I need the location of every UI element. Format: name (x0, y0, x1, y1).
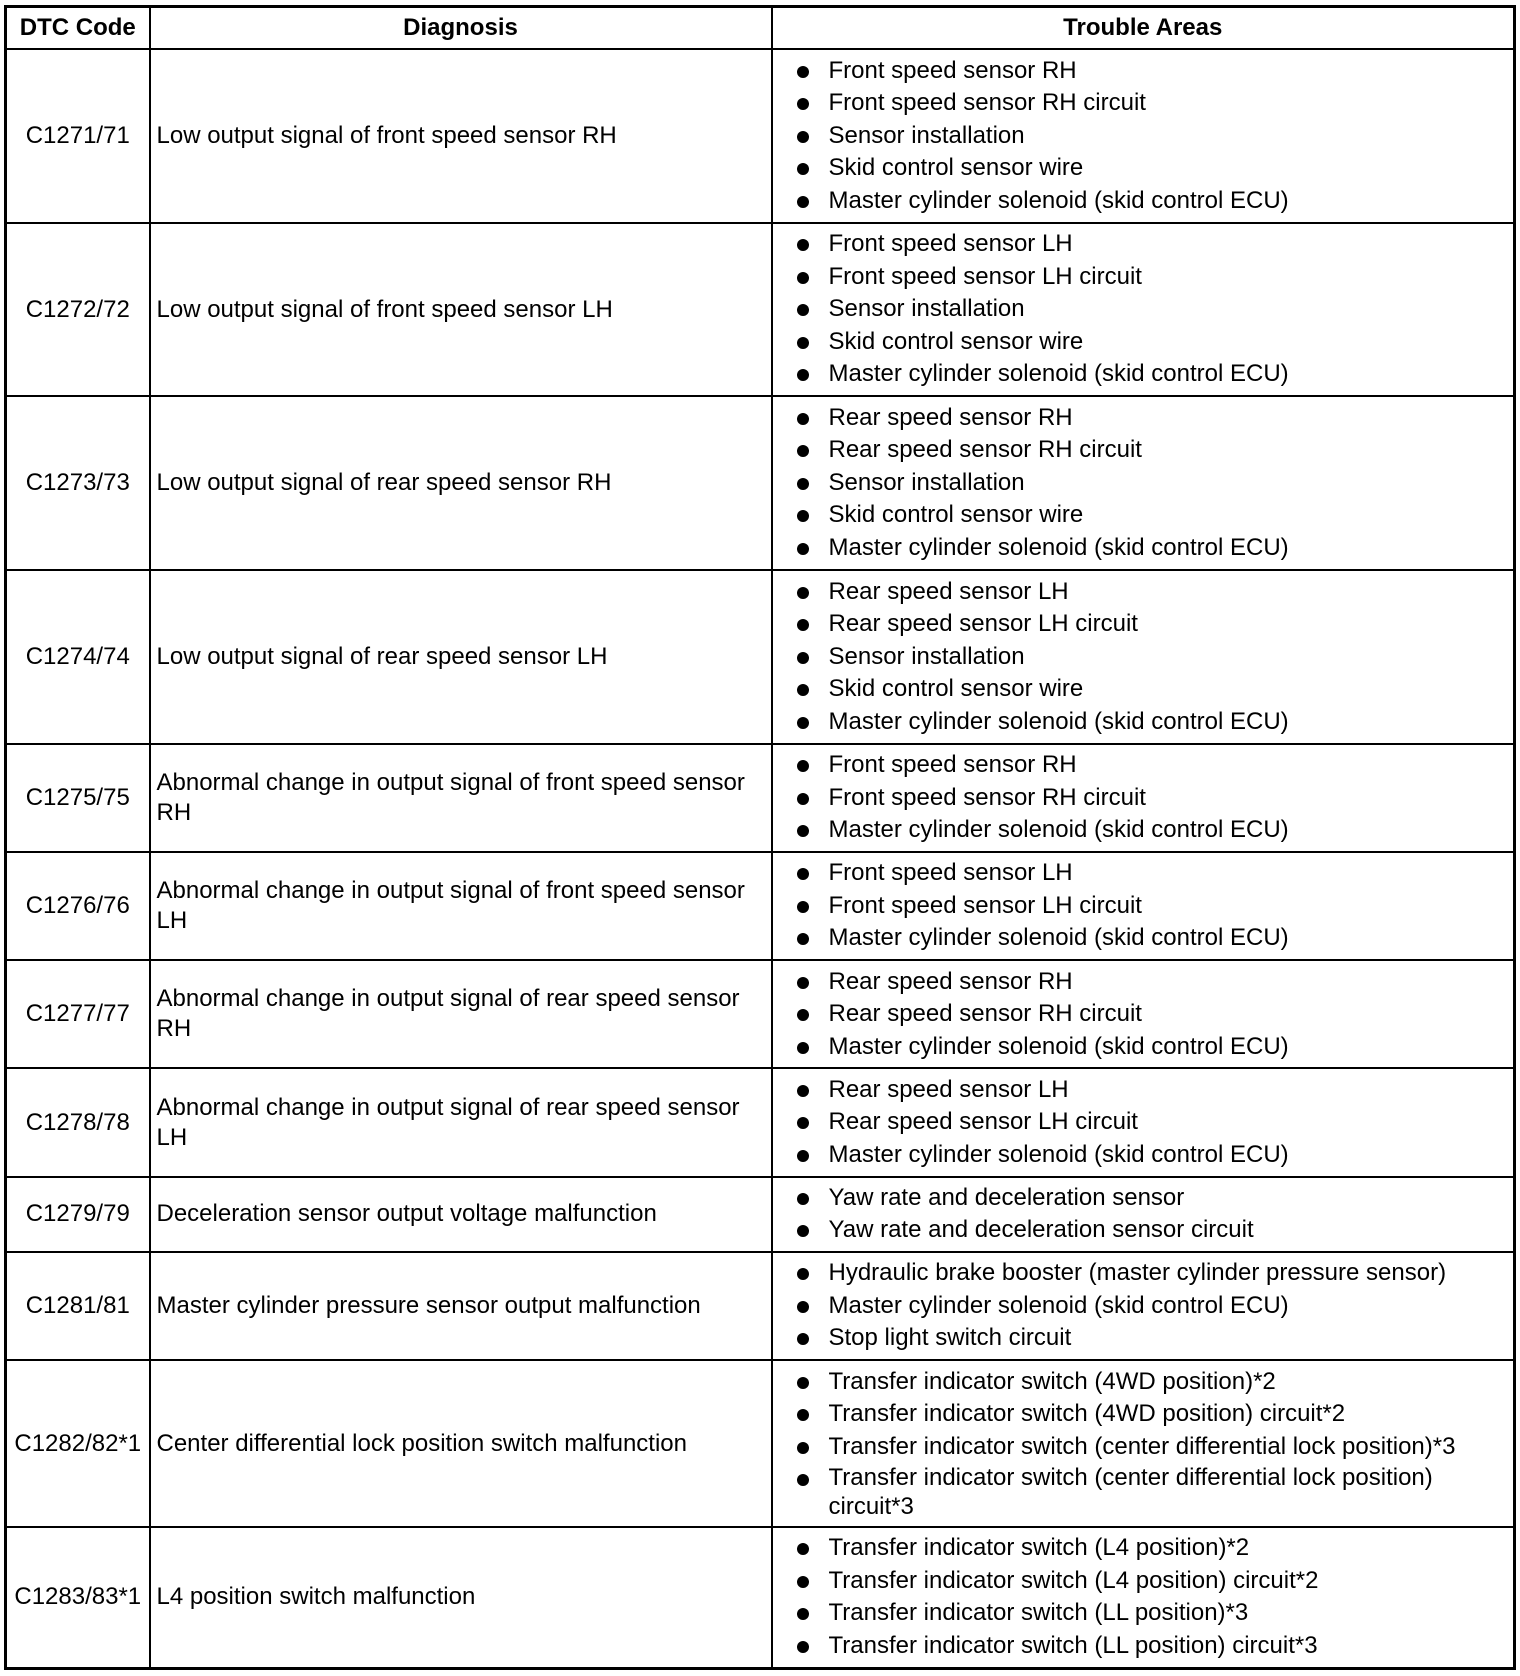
trouble-area-item: Sensor installation (797, 293, 1510, 326)
trouble-area-item: Transfer indicator switch (L4 position) circuit*2 (797, 1565, 1510, 1598)
trouble-areas-list (797, 1074, 1510, 1172)
trouble-areas-cell (772, 49, 1515, 223)
trouble-area-item: Master cylinder solenoid (skid control ECU) (797, 358, 1510, 391)
table-row (6, 223, 1515, 397)
dtc-code-cell: C1281/81 (6, 1252, 150, 1360)
trouble-area-item: Transfer indicator switch (4WD position)*2 (797, 1366, 1510, 1399)
trouble-areas-cell (772, 570, 1515, 744)
dtc-code-cell: C1282/82*1 (6, 1360, 150, 1527)
dtc-code-cell: C1277/77 (6, 960, 150, 1068)
diagnosis-cell: Center differential lock position switch malfunction (150, 1360, 772, 1527)
trouble-area-item: Hydraulic brake booster (master cylinder pressure sensor) (797, 1257, 1510, 1290)
trouble-area-item: Front speed sensor LH (797, 228, 1510, 261)
table-row (6, 1360, 1515, 1527)
trouble-area-item: Transfer indicator switch (4WD position) circuit*2 (797, 1398, 1510, 1431)
trouble-area-item: Skid control sensor wire (797, 152, 1510, 185)
trouble-area-item: Sensor installation (797, 120, 1510, 153)
dtc-code-cell: C1274/74 (6, 570, 150, 744)
table-row (6, 49, 1515, 223)
trouble-areas-list (797, 228, 1510, 391)
trouble-areas-cell (772, 1360, 1515, 1527)
trouble-area-item: Master cylinder solenoid (skid control ECU) (797, 814, 1510, 847)
trouble-areas-cell (772, 1252, 1515, 1360)
dtc-table (4, 5, 1516, 1670)
trouble-areas-cell (772, 960, 1515, 1068)
table-row (6, 1252, 1515, 1360)
trouble-areas-list (797, 402, 1510, 565)
dtc-code-cell: C1273/73 (6, 396, 150, 570)
dtc-code-cell: C1283/83*1 (6, 1527, 150, 1669)
table-row (6, 1527, 1515, 1669)
table-body (6, 49, 1515, 1669)
trouble-area-item: Skid control sensor wire (797, 326, 1510, 359)
table-row (6, 960, 1515, 1068)
trouble-areas-cell (772, 1177, 1515, 1253)
trouble-area-item: Rear speed sensor RH circuit (797, 998, 1510, 1031)
trouble-area-item: Transfer indicator switch (LL position) circuit*3 (797, 1630, 1510, 1663)
trouble-areas-list (797, 1532, 1510, 1662)
diagnosis-cell: Abnormal change in output signal of front speed sensor RH (150, 744, 772, 852)
trouble-area-item: Master cylinder solenoid (skid control ECU) (797, 185, 1510, 218)
trouble-areas-list (797, 1257, 1510, 1355)
table-row (6, 396, 1515, 570)
diagnosis-cell: Abnormal change in output signal of rear speed sensor LH (150, 1068, 772, 1176)
trouble-area-item: Transfer indicator switch (LL position)*3 (797, 1597, 1510, 1630)
trouble-area-item: Rear speed sensor RH circuit (797, 434, 1510, 467)
trouble-areas-cell (772, 852, 1515, 960)
trouble-areas-cell (772, 223, 1515, 397)
trouble-area-item: Front speed sensor RH circuit (797, 87, 1510, 120)
trouble-area-item: Skid control sensor wire (797, 673, 1510, 706)
trouble-area-item: Yaw rate and deceleration sensor circuit (797, 1214, 1510, 1247)
trouble-area-item: Skid control sensor wire (797, 499, 1510, 532)
table-row (6, 570, 1515, 744)
diagnosis-cell: Master cylinder pressure sensor output malfunction (150, 1252, 772, 1360)
trouble-areas-list (797, 857, 1510, 955)
diagnosis-cell: Low output signal of rear speed sensor RH (150, 396, 772, 570)
trouble-area-item: Transfer indicator switch (center differential lock position) circuit*3 (797, 1463, 1510, 1521)
trouble-area-item: Master cylinder solenoid (skid control ECU) (797, 1031, 1510, 1064)
trouble-area-item: Front speed sensor LH circuit (797, 890, 1510, 923)
trouble-area-item: Master cylinder solenoid (skid control ECU) (797, 922, 1510, 955)
diagnosis-cell: Deceleration sensor output voltage malfunction (150, 1177, 772, 1253)
table-row (6, 1068, 1515, 1176)
dtc-code-cell: C1271/71 (6, 49, 150, 223)
diagnosis-cell: L4 position switch malfunction (150, 1527, 772, 1669)
trouble-area-item: Rear speed sensor RH (797, 402, 1510, 435)
dtc-code-cell: C1272/72 (6, 223, 150, 397)
trouble-area-item: Master cylinder solenoid (skid control ECU) (797, 1290, 1510, 1323)
diagnosis-cell: Abnormal change in output signal of rear speed sensor RH (150, 960, 772, 1068)
trouble-area-item: Sensor installation (797, 467, 1510, 500)
trouble-areas-list (797, 966, 1510, 1064)
trouble-areas-list (797, 1366, 1510, 1522)
trouble-area-item: Yaw rate and deceleration sensor (797, 1182, 1510, 1215)
dtc-code-cell: C1278/78 (6, 1068, 150, 1176)
dtc-code-cell: C1276/76 (6, 852, 150, 960)
diagnosis-cell: Low output signal of rear speed sensor LH (150, 570, 772, 744)
table-row (6, 744, 1515, 852)
trouble-area-item: Rear speed sensor LH (797, 576, 1510, 609)
header-diagnosis: Diagnosis (150, 7, 772, 50)
trouble-areas-list (797, 576, 1510, 739)
trouble-area-item: Master cylinder solenoid (skid control ECU) (797, 1139, 1510, 1172)
trouble-areas-list (797, 55, 1510, 218)
trouble-area-item: Transfer indicator switch (center differential lock position)*3 (797, 1431, 1510, 1464)
trouble-area-item: Rear speed sensor LH circuit (797, 608, 1510, 641)
diagnosis-cell: Low output signal of front speed sensor RH (150, 49, 772, 223)
trouble-area-item: Front speed sensor LH (797, 857, 1510, 890)
trouble-areas-list (797, 1182, 1510, 1247)
trouble-area-item: Front speed sensor RH circuit (797, 782, 1510, 815)
header-trouble-areas: Trouble Areas (772, 7, 1515, 50)
diagnosis-cell: Low output signal of front speed sensor LH (150, 223, 772, 397)
diagnosis-cell: Abnormal change in output signal of front speed sensor LH (150, 852, 772, 960)
trouble-areas-list (797, 749, 1510, 847)
trouble-areas-cell (772, 1527, 1515, 1669)
trouble-areas-cell (772, 744, 1515, 852)
trouble-areas-cell (772, 1068, 1515, 1176)
dtc-code-cell: C1275/75 (6, 744, 150, 852)
table-row (6, 1177, 1515, 1253)
trouble-area-item: Front speed sensor RH (797, 55, 1510, 88)
trouble-area-item: Front speed sensor LH circuit (797, 261, 1510, 294)
header-row (6, 7, 1515, 50)
trouble-area-item: Master cylinder solenoid (skid control ECU) (797, 532, 1510, 565)
trouble-area-item: Master cylinder solenoid (skid control ECU) (797, 706, 1510, 739)
trouble-area-item: Transfer indicator switch (L4 position)*2 (797, 1532, 1510, 1565)
dtc-code-cell: C1279/79 (6, 1177, 150, 1253)
trouble-area-item: Rear speed sensor RH (797, 966, 1510, 999)
trouble-area-item: Sensor installation (797, 641, 1510, 674)
trouble-area-item: Rear speed sensor LH (797, 1074, 1510, 1107)
trouble-areas-cell (772, 396, 1515, 570)
trouble-area-item: Rear speed sensor LH circuit (797, 1106, 1510, 1139)
trouble-area-item: Stop light switch circuit (797, 1322, 1510, 1355)
trouble-area-item: Front speed sensor RH (797, 749, 1510, 782)
header-dtc-code: DTC Code (6, 7, 150, 50)
table-row (6, 852, 1515, 960)
